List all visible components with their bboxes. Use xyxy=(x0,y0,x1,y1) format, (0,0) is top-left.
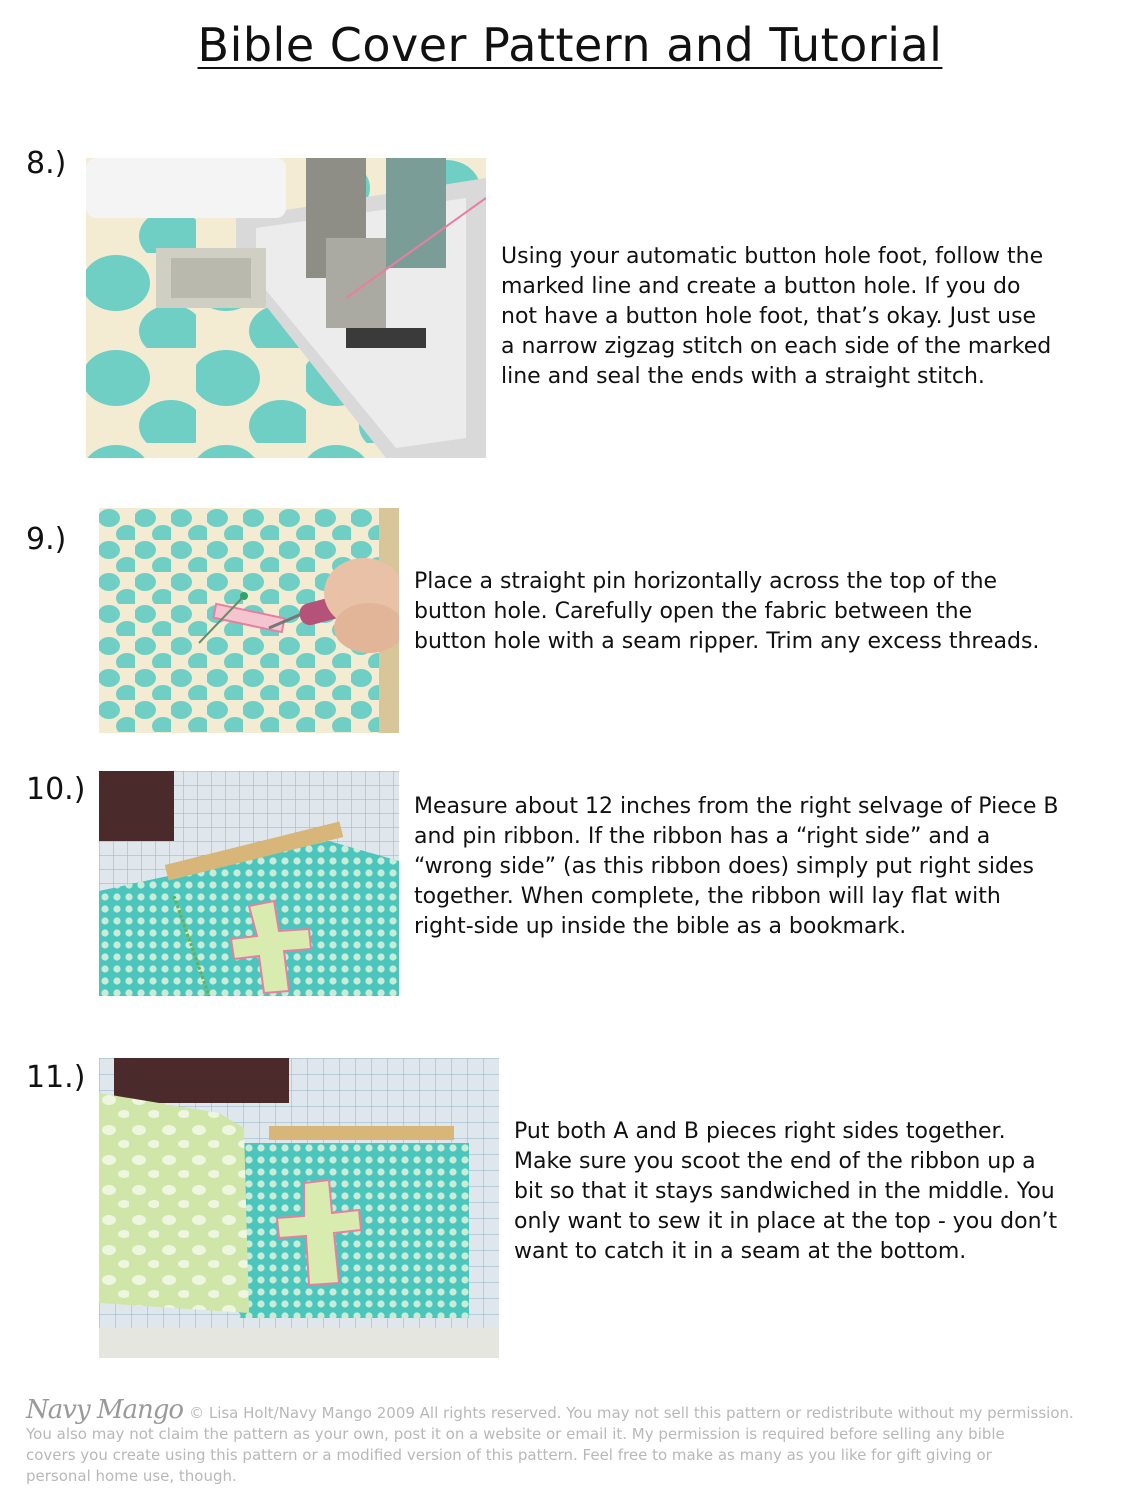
step-11-line: Make sure you scoot the end of the ribbon up a xyxy=(514,1149,1036,1174)
step-8-line: marked line and create a button hole. If you do xyxy=(501,274,1021,299)
step-11-line: only want to sew it in place at the top - you don’t xyxy=(514,1209,1058,1234)
brand-logo: Navy Mango xyxy=(26,1395,184,1425)
step-8-photo xyxy=(86,158,486,458)
footer-line: covers you create using this pattern or a modified version of this pattern. Feel free to make as many as you like for gift giving or xyxy=(26,1446,992,1464)
footer-line xyxy=(26,1395,1116,1425)
footer-line: You also may not claim the pattern as your own, post it on a website or email it. My permission is required before selling any bible xyxy=(26,1425,1005,1443)
step-9-text xyxy=(414,567,1039,657)
step-11-line: bit so that it stays sandwiched in the middle. You xyxy=(514,1179,1055,1204)
copyright-footer xyxy=(26,1395,1116,1487)
step-10-text xyxy=(414,792,1058,942)
step-8-text xyxy=(501,242,1051,392)
step-10-line: right-side up inside the bible as a bookmark. xyxy=(414,914,907,939)
footer-line-text: © Lisa Holt/Navy Mango 2009 All rights reserved. You may not sell this pattern or redistribute without my permission. xyxy=(189,1404,1074,1422)
step-11-text xyxy=(514,1117,1057,1267)
step-11-photo xyxy=(99,1058,499,1358)
step-11-line: Put both A and B pieces right sides together. xyxy=(514,1119,1006,1144)
step-11-number: 11.) xyxy=(26,1060,86,1095)
step-9-number: 9.) xyxy=(26,522,67,557)
step-10-line: together. When complete, the ribbon will lay flat with xyxy=(414,884,1001,909)
step-8-line: line and seal the ends with a straight stitch. xyxy=(501,364,985,389)
step-9-line: button hole with a seam ripper. Trim any excess threads. xyxy=(414,629,1040,654)
step-10-line: Measure about 12 inches from the right selvage of Piece B xyxy=(414,794,1059,819)
step-9-line: button hole. Carefully open the fabric between the xyxy=(414,599,973,624)
step-9-line: Place a straight pin horizontally across the top of the xyxy=(414,569,998,594)
step-8-line: a narrow zigzag stitch on each side of the marked xyxy=(501,334,1052,359)
step-8-number: 8.) xyxy=(26,146,67,181)
step-10-line: “wrong side” (as this ribbon does) simply put right sides xyxy=(414,854,1034,879)
footer-line: personal home use, though. xyxy=(26,1467,237,1485)
step-10-line: and pin ribbon. If the ribbon has a “right side” and a xyxy=(414,824,991,849)
step-8-line: not have a button hole foot, that’s okay. Just use xyxy=(501,304,1037,329)
step-10-photo xyxy=(99,771,399,996)
page-title: Bible Cover Pattern and Tutorial xyxy=(197,18,943,72)
step-9-photo xyxy=(99,508,399,733)
step-11-line: want to catch it in a seam at the bottom. xyxy=(514,1239,967,1264)
step-8-line: Using your automatic button hole foot, follow the xyxy=(501,244,1044,269)
step-10-number: 10.) xyxy=(26,772,86,807)
